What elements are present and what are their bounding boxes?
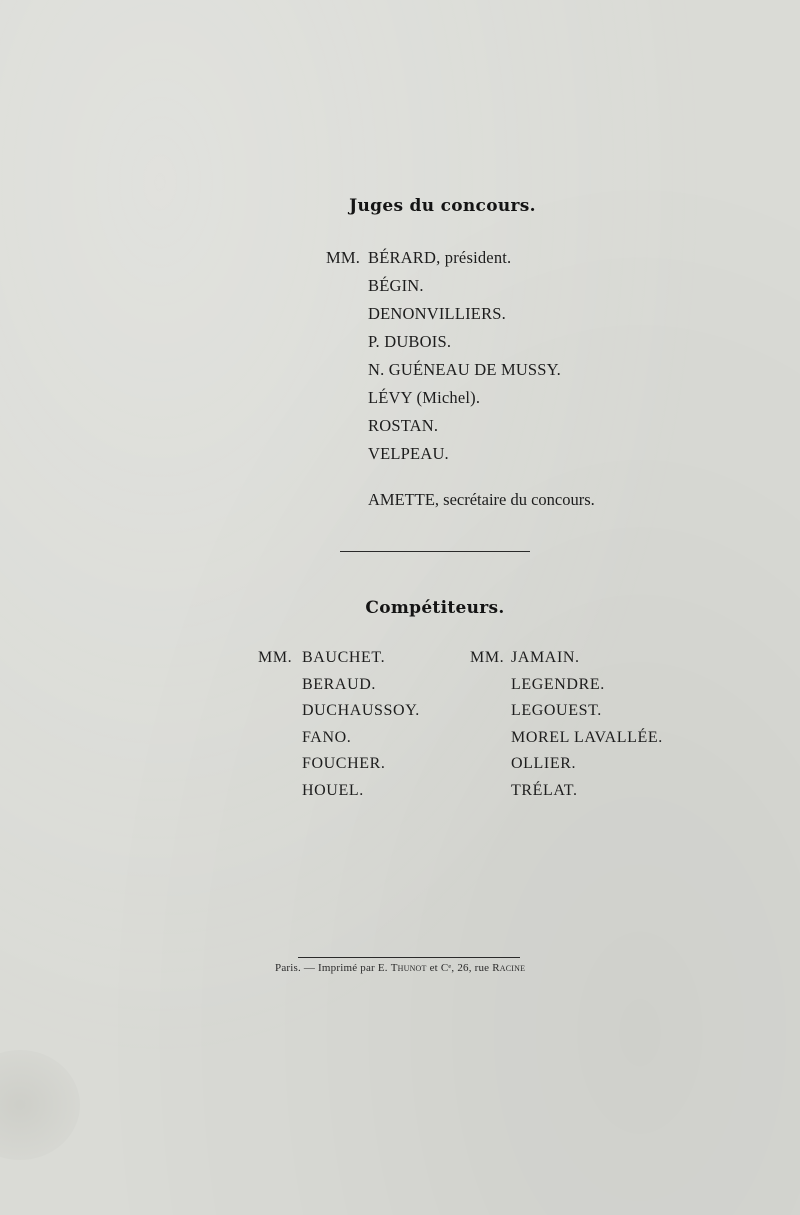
judge-name: ROSTAN. <box>368 416 439 435</box>
competitor-name: LEGENDRE. <box>511 675 605 693</box>
judges-list <box>326 244 561 468</box>
judge-name: DENONVILLIERS. <box>368 304 506 323</box>
competitor-row <box>258 778 420 805</box>
judge-name: N. GUÉNEAU DE MUSSY. <box>368 360 562 379</box>
competitor-row <box>470 672 663 699</box>
competitor-name: BERAUD. <box>302 675 376 693</box>
competitor-name: FANO. <box>302 728 352 746</box>
competitor-name: TRÉLAT. <box>511 781 578 799</box>
judge-name: LÉVY (Michel). <box>368 388 481 407</box>
judges-prefix: MM. <box>326 248 361 267</box>
judge-name: BÉRARD, président. <box>368 248 512 267</box>
judges-heading: Juges du concours. <box>349 196 536 216</box>
competitor-row <box>258 725 420 752</box>
competitor-row <box>470 725 663 752</box>
judge-row <box>326 412 561 440</box>
printer-imprint <box>275 962 525 974</box>
judge-name: P. DUBOIS. <box>368 332 452 351</box>
competitor-name: MOREL LAVALLÉE. <box>511 728 663 746</box>
judge-row <box>326 328 561 356</box>
competitors-left-column <box>258 645 420 804</box>
judge-row <box>326 244 561 272</box>
competitors-prefix-left: MM. <box>258 649 293 666</box>
competitor-name: FOUCHER. <box>302 755 386 772</box>
competitors-heading: Compétiteurs. <box>365 598 505 618</box>
secretary-line: AMETTE, secrétaire du concours. <box>368 490 595 509</box>
judge-row <box>326 272 561 300</box>
competitor-name: LEGOUEST. <box>511 702 602 719</box>
judge-name: BÉGIN. <box>368 276 424 295</box>
competitor-name: DUCHAUSSOY. <box>302 702 420 719</box>
judge-row <box>326 440 561 468</box>
competitor-name: HOUEL. <box>302 781 364 799</box>
judge-row <box>326 300 561 328</box>
judge-name: VELPEAU. <box>368 444 449 463</box>
imprint-text: Paris. — Imprimé par E. <box>275 962 391 974</box>
imprint-address: et Cᵉ, 26, rue <box>426 962 493 974</box>
street-name: Racine <box>492 962 526 974</box>
competitor-row <box>258 645 420 672</box>
printer-name: Thunot <box>390 962 427 974</box>
competitors-prefix-right: MM. <box>470 649 505 666</box>
competitor-name: JAMAIN. <box>511 649 580 666</box>
competitor-row <box>258 751 420 778</box>
judge-row <box>326 356 561 384</box>
paper-stain <box>0 1050 80 1160</box>
competitor-row <box>470 751 663 778</box>
competitor-name: OLLIER. <box>511 755 577 772</box>
competitor-row <box>470 778 663 805</box>
competitor-row <box>258 672 420 699</box>
section-divider <box>340 551 530 552</box>
competitor-row <box>258 698 420 725</box>
competitor-name: BAUCHET. <box>302 649 386 666</box>
competitor-row <box>470 645 663 672</box>
imprint-divider <box>298 957 520 958</box>
judge-row <box>326 384 561 412</box>
competitor-row <box>470 698 663 725</box>
competitors-right-column <box>470 645 663 804</box>
